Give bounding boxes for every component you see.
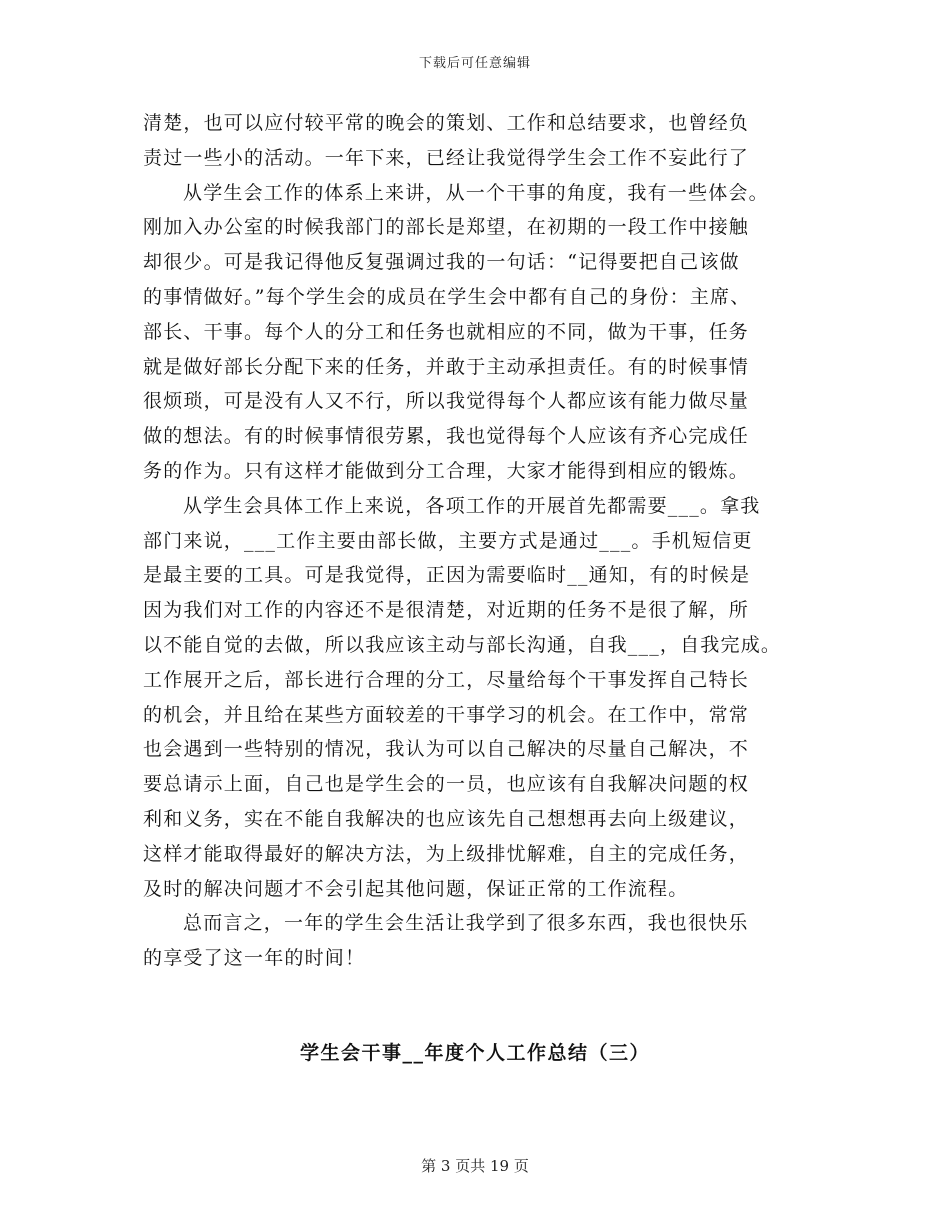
text-line: 很烦琐，可是没有人又不行，所以我觉得每个人都应该有能力做尽量: [143, 390, 750, 413]
text-line: 也会遇到一些特别的情况，我认为可以自己解决的尽量自己解决，不: [143, 738, 750, 761]
text-line: 的享受了这一年的时间！: [143, 947, 366, 970]
text-line: 是最主要的工具。可是我觉得，正因为需要临时__通知，有的时候是: [143, 564, 751, 587]
paragraph-start-line: 从学生会工作的体系上来讲，从一个干事的角度，我有一些体会。: [183, 181, 769, 204]
text-line: 部长、干事。每个人的分工和任务也就相应的不同，做为干事，任务: [143, 320, 750, 343]
text-line: 及时的解决问题才不会引起其他问题，保证正常的工作流程。: [143, 877, 689, 900]
text-line: 清楚，也可以应付较平常的晚会的策划、工作和总结要求，也曾经负: [143, 112, 750, 134]
paragraph-start-line: 从学生会具体工作上来说，各项工作的开展首先都需要___。拿我: [183, 494, 761, 517]
text-line: 因为我们对工作的内容还不是很清楚，对近期的任务不是很了解，所: [143, 599, 750, 622]
text-line: 的事情做好。”每个学生会的成员在学生会中都有自己的身份：主席、: [143, 285, 751, 308]
text-line: 务的作为。只有这样才能做到分工合理，大家才能得到相应的锻炼。: [143, 459, 750, 482]
text-line: 部门来说，___工作主要由部长做，主要方式是通过___。手机短信更: [143, 529, 753, 552]
text-line: 却很少。可是我记得他反复强调过我的一句话：“记得要把自己该做: [143, 251, 740, 274]
text-line: 做的想法。有的时候事情很劳累，我也觉得每个人应该有齐心完成任: [143, 425, 750, 448]
page-footer: 第 3 页共 19 页: [421, 1157, 529, 1175]
text-line: 责过一些小的活动。一年下来，已经让我觉得学生会工作不妄此行了: [143, 146, 750, 169]
text-line: 的机会，并且给在某些方面较差的干事学习的机会。在工作中，常常: [143, 703, 750, 726]
text-line: 以不能自觉的去做，所以我应该主动与部长沟通，自我___，自我完成。: [143, 633, 782, 656]
page-header: 下载后可任意编辑: [418, 56, 531, 71]
text-line: 利和义务，实在不能自我解决的也应该先自己想想再去向上级建议，: [143, 807, 750, 830]
text-line: 这样才能取得最好的解决方法，为上级排忧解难，自主的完成任务，: [143, 842, 750, 865]
text-line: 要总请示上面，自己也是学生会的一员，也应该有自我解决问题的权: [143, 773, 750, 796]
text-line: 刚加入办公室的时候我部门的部长是郑望，在初期的一段工作中接触: [143, 216, 750, 239]
section-title: 学生会干事__年度个人工作总结（三）: [299, 1042, 650, 1064]
text-line: 工作展开之后，部长进行合理的分工，尽量给每个干事发挥自己特长: [143, 668, 750, 691]
body-text: [143, 106, 823, 976]
paragraph-start-line: 总而言之，一年的学生会生活让我学到了很多东西，我也很快乐: [183, 912, 749, 935]
text-line: 就是做好部长分配下来的任务，并敢于主动承担责任。有的时候事情: [143, 355, 750, 378]
